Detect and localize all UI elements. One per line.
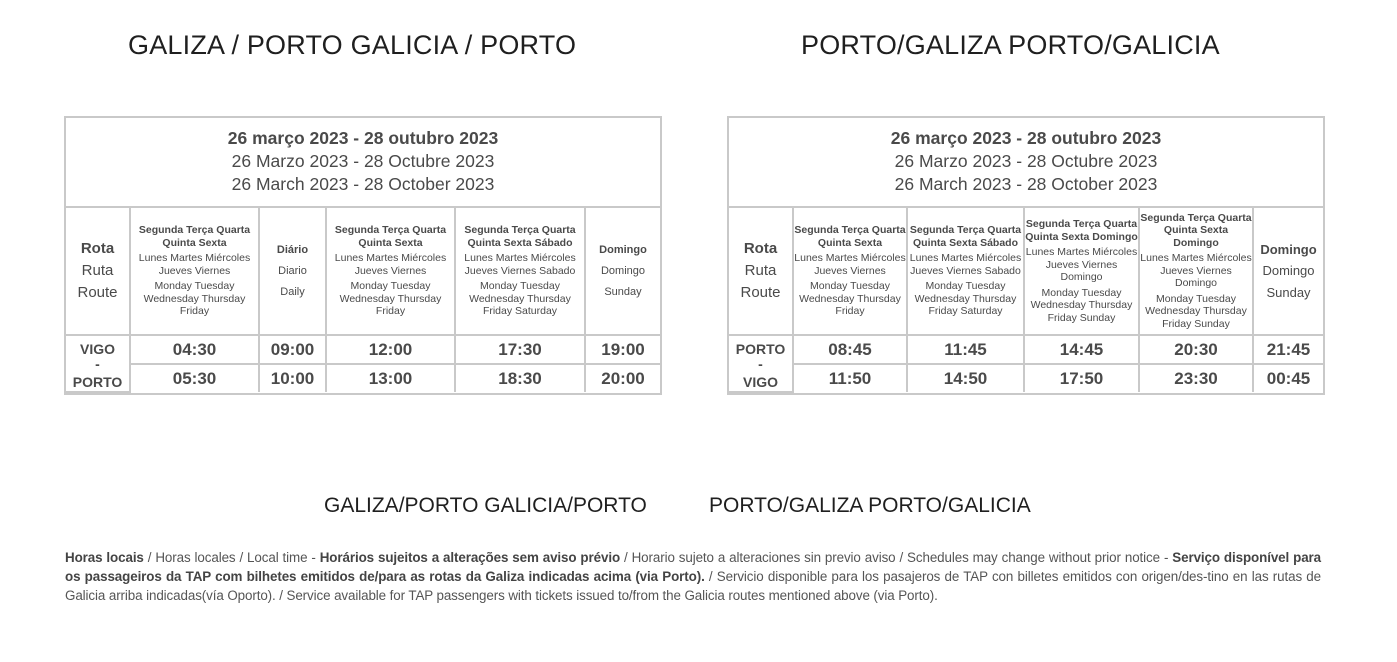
days-cell [259, 208, 326, 335]
days-en: Monday Tuesday Wednesday Thursday Friday [339, 280, 442, 318]
days-es: Domingo [600, 264, 646, 277]
days-cell [326, 208, 455, 335]
timetable [729, 208, 1323, 393]
route-dash: - [95, 356, 100, 372]
arrival-row [729, 364, 1323, 392]
days-en: Monday Tuesday Wednesday Thursday Friday Saturday [469, 280, 571, 318]
route-label-cell [729, 208, 793, 335]
arrival-time: 05:30 [130, 364, 259, 392]
departure-time: 20:30 [1139, 335, 1253, 364]
days-cell [1253, 208, 1323, 335]
departure-time: 12:00 [326, 335, 455, 364]
route-cities-cell [729, 335, 793, 392]
left-schedule-title: GALIZA / PORTO GALICIA / PORTO [128, 30, 577, 60]
arrival-time: 18:30 [455, 364, 585, 392]
route-label-pt: Rota [743, 240, 778, 257]
footer-notes [65, 548, 1321, 605]
departure-row [729, 335, 1323, 364]
destination-city: PORTO [72, 374, 123, 390]
days-pt: Segunda Terça Quarta Quinta Sexta [138, 224, 251, 249]
days-pt: Segunda Terça Quarta Quinta Sexta Domingo [1025, 218, 1138, 243]
period-pt: 26 março 2023 - 28 outubro 2023 [890, 128, 1162, 148]
days-es: Domingo [1262, 263, 1315, 279]
days-cell [907, 208, 1024, 335]
origin-city: VIGO [79, 341, 115, 357]
days-pt: Segunda Terça Quarta Quinta Sexta Sábado [464, 224, 576, 249]
departure-time: 17:30 [455, 335, 585, 364]
porto-vigo-schedule [727, 116, 1325, 395]
departure-time: 08:45 [793, 335, 907, 364]
period-es: 26 Marzo 2023 - 28 Octubre 2023 [894, 151, 1158, 171]
days-es: Lunes Martes Miércoles Jueves Viernes Domingo [1025, 246, 1138, 283]
days-en: Monday Tuesday Wednesday Thursday Friday [799, 280, 901, 318]
days-cell [1139, 208, 1253, 335]
route-label-es: Ruta [81, 262, 114, 279]
days-pt: Segunda Terça Quarta Quinta Sexta Sábado [909, 224, 1022, 249]
arrival-row [66, 364, 660, 392]
departure-time: 19:00 [585, 335, 660, 364]
arrival-time: 20:00 [585, 364, 660, 392]
validity-period [66, 118, 660, 208]
timetable [66, 208, 660, 393]
vigo-porto-schedule [64, 116, 662, 395]
route-cities-cell [66, 335, 130, 392]
days-es: Lunes Martes Miércoles Jueves Viernes [794, 252, 906, 277]
period-en: 26 March 2023 - 28 October 2023 [231, 174, 495, 194]
period-pt: 26 março 2023 - 28 outubro 2023 [227, 128, 499, 148]
arrival-time: 00:45 [1253, 364, 1323, 392]
right-schedule-title: PORTO/GALIZA PORTO/GALICIA [801, 30, 1220, 60]
days-cell [585, 208, 660, 335]
footer-schedule-change: Horários sujeitos a alterações sem aviso prévio [319, 550, 621, 565]
days-en: Sunday [604, 285, 642, 298]
arrival-time: 17:50 [1024, 364, 1139, 392]
right-subtitle: PORTO/GALIZA PORTO/GALICIA [709, 494, 1031, 517]
days-cell [130, 208, 259, 335]
days-es: Lunes Martes Miércoles Jueves Viernes Sabado [464, 252, 576, 277]
days-row [66, 208, 660, 335]
days-row [729, 208, 1323, 335]
days-en: Sunday [1266, 284, 1311, 300]
days-es: Lunes Martes Miércoles Jueves Viernes [138, 252, 251, 277]
days-pt: Segunda Terça Quarta Quinta Sexta [334, 224, 447, 249]
days-en: Monday Tuesday Wednesday Thursday Friday Sunday [1030, 286, 1133, 324]
footer-text-2: / Horario sujeto a alteraciones sin previo aviso / Schedules may change without prior notice - [620, 550, 1173, 565]
days-cell [455, 208, 585, 335]
route-label-es: Ruta [744, 262, 777, 279]
footer-local-time: Horas locais [65, 550, 144, 565]
days-pt: Domingo [1260, 241, 1317, 257]
route-label-en: Route [740, 284, 781, 301]
departure-time: 14:45 [1024, 335, 1139, 364]
departure-row [66, 335, 660, 364]
departure-time: 11:45 [907, 335, 1024, 364]
days-pt: Segunda Terça Quarta Quinta Sexta Domingo [1140, 211, 1252, 249]
route-dash: - [758, 356, 763, 372]
route-label-cell [66, 208, 130, 335]
days-es: Lunes Martes Miércoles Jueves Viernes [334, 252, 447, 277]
footer-text-3: / Servicio disponible para los pasajeros de TAP con billetes emitidos con origen/des-tino en las rutas de Galicia arriba indicadas(vía Oporto). / Service available for TAP passengers with tickets issued to/from the Galicia routes mentioned above (via Porto). [65, 569, 1321, 603]
departure-time: 09:00 [259, 335, 326, 364]
arrival-time: 10:00 [259, 364, 326, 392]
days-es: Diario [278, 264, 307, 277]
period-en: 26 March 2023 - 28 October 2023 [894, 174, 1158, 194]
departure-time: 21:45 [1253, 335, 1323, 364]
arrival-time: 23:30 [1139, 364, 1253, 392]
origin-city: PORTO [735, 341, 786, 357]
days-cell [793, 208, 907, 335]
days-pt: Domingo [599, 243, 647, 256]
period-es: 26 Marzo 2023 - 28 Octubre 2023 [231, 151, 495, 171]
days-en: Monday Tuesday Wednesday Thursday Friday [143, 280, 246, 318]
route-label-en: Route [77, 284, 118, 301]
arrival-time: 11:50 [793, 364, 907, 392]
days-es: Lunes Martes Miércoles Jueves Viernes Sabado [909, 252, 1022, 277]
footer-text-1: / Horas locales / Local time - [143, 550, 320, 565]
destination-city: VIGO [742, 374, 778, 390]
days-pt: Diário [276, 243, 309, 256]
departure-time: 04:30 [130, 335, 259, 364]
days-en: Monday Tuesday Wednesday Thursday Friday Saturday [914, 280, 1017, 318]
route-label-pt: Rota [80, 240, 115, 257]
days-es: Lunes Martes Miércoles Jueves Viernes Domingo [1140, 252, 1252, 290]
days-en: Daily [280, 285, 305, 298]
arrival-time: 14:50 [907, 364, 1024, 392]
days-cell [1024, 208, 1139, 335]
footer-service-note: Serviço disponível para os passageiros da TAP com bilhetes emitidos de/para as rotas da Galiza indicadas acima (via Porto). [65, 550, 1322, 584]
arrival-time: 13:00 [326, 364, 455, 392]
left-subtitle: GALIZA/PORTO GALICIA/PORTO [324, 494, 647, 517]
days-pt: Segunda Terça Quarta Quinta Sexta [794, 224, 906, 249]
validity-period [729, 118, 1323, 208]
days-en: Monday Tuesday Wednesday Thursday Friday Sunday [1145, 292, 1247, 330]
